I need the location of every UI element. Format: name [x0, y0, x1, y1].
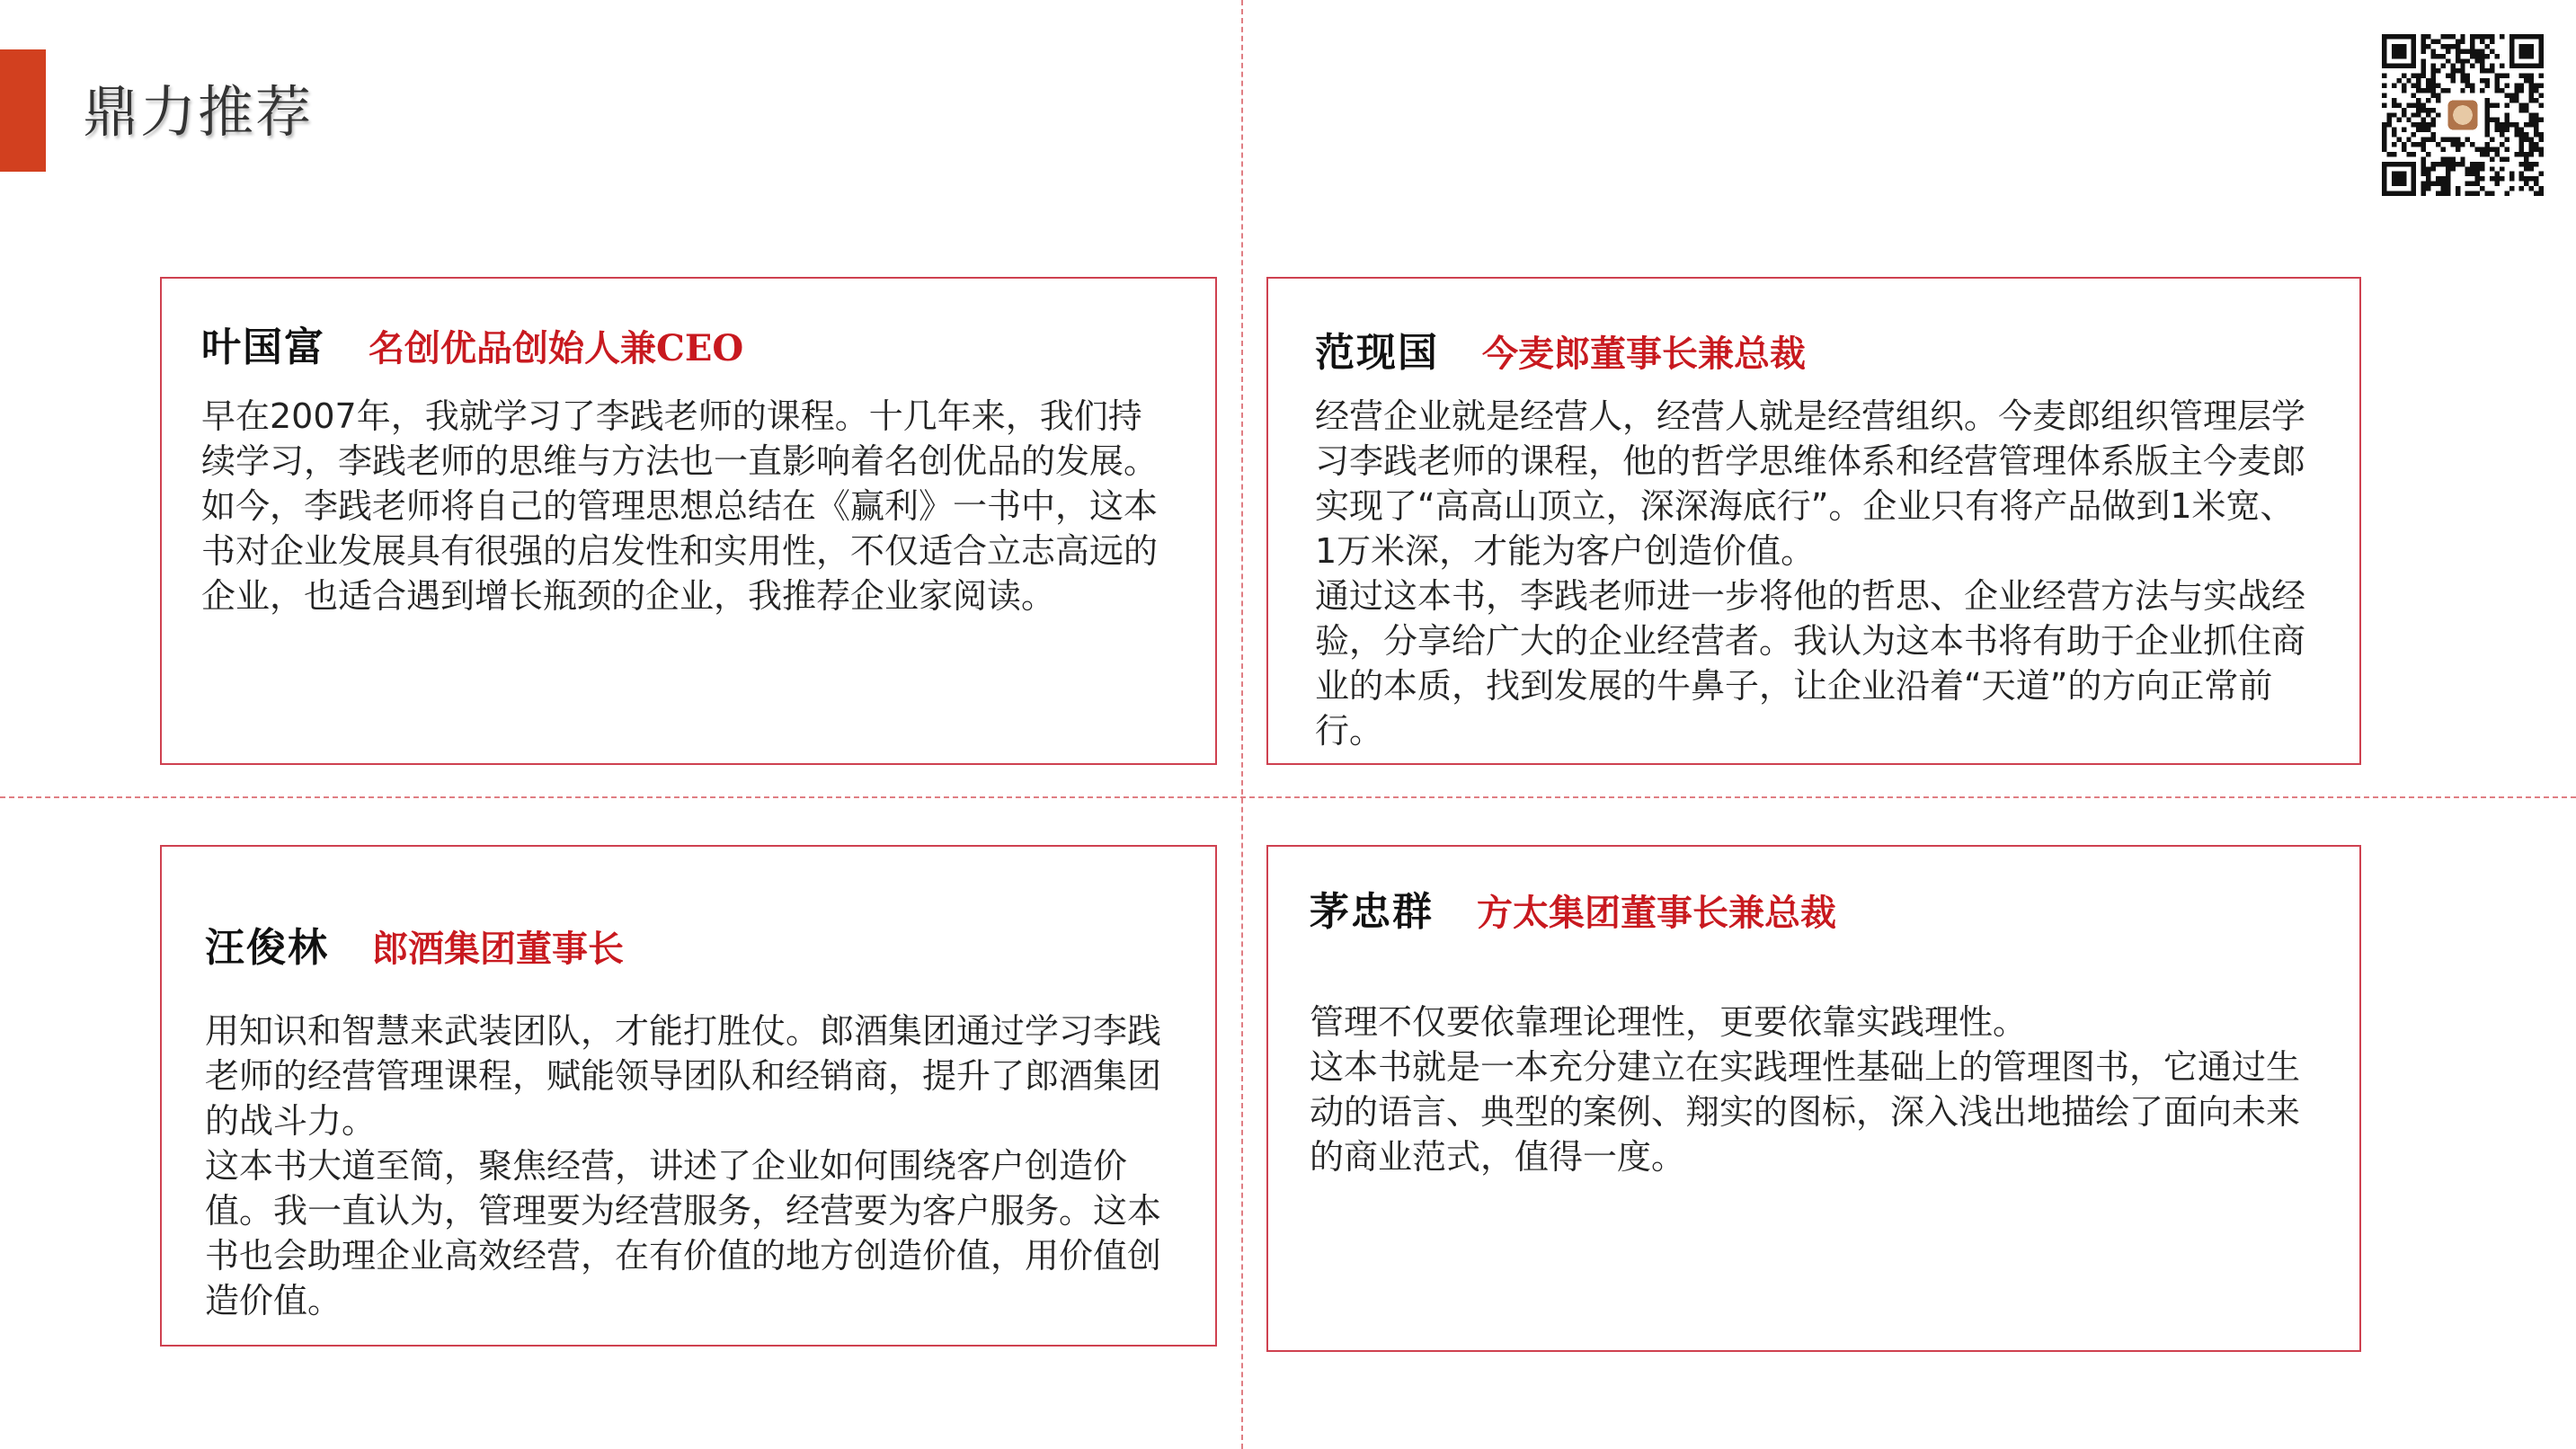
recommendation-text	[1310, 1000, 2305, 1179]
recommender-role: 名创优品创始人兼CEO	[369, 327, 744, 369]
title-accent-bar	[0, 49, 46, 172]
recommendation-card-fan-xianguo	[1266, 277, 2361, 765]
recommendation-paragraph: 通过这本书，李践老师进一步将他的哲思、企业经营方法与实战经验，分享给广大的企业经营者。我认为这本书将有助于企业抓住商业的本质，找到发展的牛鼻子，让企业沿着“天道”的方向正常前行。	[1315, 576, 2306, 751]
recommender-name: 茅忠群	[1310, 889, 1434, 935]
recommendation-paragraph: 用知识和智慧来武装团队，才能打胜仗。郎酒集团通过学习李践老师的经营管理课程，赋能领导团队和经销商，提升了郎酒集团的战斗力。	[205, 1011, 1162, 1141]
recommendation-card-wang-junlin	[160, 845, 1217, 1347]
recommendation-text	[201, 394, 1165, 618]
vertical-divider	[1241, 0, 1243, 1449]
recommendation-paragraph: 经营企业就是经营人，经营人就是经营组织。今麦郎组织管理层学习李践老师的课程，他的哲学思维体系和经营管理体系版主今麦郎实现了“高高山顶立，深深海底行”。企业只有将产品做到1米宽、1万米深，才能为客户创造价值。	[1315, 396, 2306, 571]
recommendation-text	[1315, 394, 2311, 753]
recommender-role: 郎酒集团董事长	[372, 928, 624, 970]
recommender-role: 方太集团董事长兼总裁	[1477, 892, 1836, 934]
recommendation-card-mao-zhongqun	[1266, 845, 2361, 1352]
card-header	[1310, 879, 1836, 937]
card-header	[1315, 320, 1806, 378]
card-header	[205, 915, 624, 973]
recommendation-paragraph: 这本书就是一本充分建立在实践理性基础上的管理图书，它通过生动的语言、典型的案例、翔实的图标，深入浅出地描绘了面向未来的商业范式，值得一度。	[1310, 1047, 2301, 1177]
recommendation-paragraph: 管理不仅要依靠理论理性，更要依靠实践理性。	[1310, 1002, 2028, 1042]
recommender-name: 范现国	[1315, 330, 1439, 376]
recommendation-paragraph: 早在2007年，我就学习了李践老师的课程。十几年来，我们持续学习，李践老师的思维与方法也一直影响着名创优品的发展。	[201, 396, 1159, 481]
recommendation-text	[205, 1009, 1168, 1323]
recommendation-card-ye-guofu	[160, 277, 1217, 765]
card-header	[201, 315, 743, 372]
page-title: 鼎力推荐	[83, 79, 314, 145]
recommender-role: 今麦郎董事长兼总裁	[1482, 333, 1806, 375]
horizontal-divider	[0, 796, 2576, 798]
recommender-name: 汪俊林	[205, 925, 329, 971]
recommendation-paragraph: 如今，李践老师将自己的管理思想总结在《赢利》一书中，这本书对企业发展具有很强的启发性和实用性，不仅适合立志高远的企业，也适合遇到增长瓶颈的企业，我推荐企业家阅读。	[201, 486, 1159, 616]
qr-code-icon	[2382, 34, 2544, 196]
recommender-name: 叶国富	[201, 324, 325, 370]
recommendation-paragraph: 这本书大道至简，聚焦经营，讲述了企业如何围绕客户创造价值。我一直认为，管理要为经营服务，经营要为客户服务。这本书也会助理企业高效经营，在有价值的地方创造价值，用价值创造价值。	[205, 1146, 1162, 1320]
